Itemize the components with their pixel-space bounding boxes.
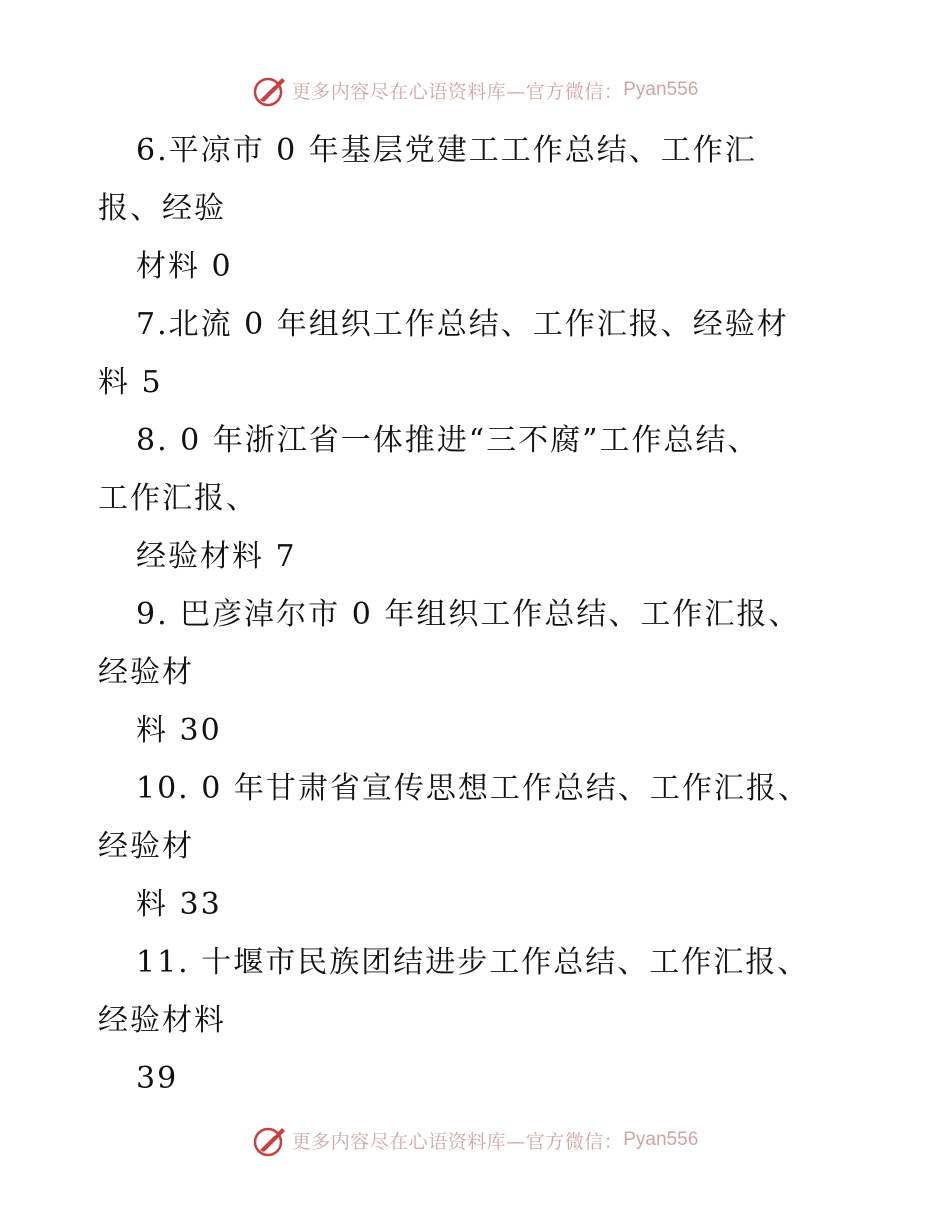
watermark-wechat-id: Pyan556 (623, 79, 699, 100)
toc-entry-6-line-3: 材料 0 (136, 249, 233, 284)
toc-entry-10-line-1: 10. 0 年甘肃省宣传思想工作总结、工作汇报、 (136, 771, 810, 806)
watermark-text: 更多内容尽在心语资料库—官方微信： (291, 1130, 624, 1153)
toc-entry-6-line-1: 6.平凉市 0 年基层党建工工作总结、工作汇 (136, 133, 757, 168)
toc-entry-8-line-2: 工作汇报、 (98, 481, 258, 516)
toc-entry-9-line-1: 9. 巴彦淖尔市 0 年组织工作总结、工作汇报、 (136, 597, 801, 632)
toc-entry-7-line-2: 料 5 (98, 365, 163, 400)
toc-entry-7-line-1: 7.北流 0 年组织工作总结、工作汇报、经验材 (136, 307, 789, 342)
quill-logo-icon (252, 1122, 288, 1158)
toc-entry-9-line-3: 料 30 (136, 713, 222, 748)
toc-entry-11-line-2: 经验材料 (98, 1003, 226, 1038)
toc-entry-8-line-1: 8. 0 年浙江省一体推进“三不腐”工作总结、 (136, 423, 760, 458)
watermark-header (0, 70, 950, 110)
toc-entry-11-line-3: 39 (136, 1061, 179, 1096)
toc-entry-8-line-3: 经验材料 7 (136, 539, 297, 574)
watermark-footer (0, 1120, 950, 1160)
watermark-text: 更多内容尽在心语资料库—官方微信： (291, 80, 624, 103)
toc-entry-6-line-2: 报、经验 (98, 191, 226, 226)
toc-entry-9-line-2: 经验材 (98, 655, 194, 690)
watermark-wechat-id: Pyan556 (623, 1129, 699, 1150)
toc-entry-10-line-2: 经验材 (98, 829, 194, 864)
quill-logo-icon (252, 72, 288, 108)
toc-entry-11-line-1: 11. 十堰市民族团结进步工作总结、工作汇报、 (136, 945, 810, 980)
toc-entry-10-line-3: 料 33 (136, 887, 222, 922)
